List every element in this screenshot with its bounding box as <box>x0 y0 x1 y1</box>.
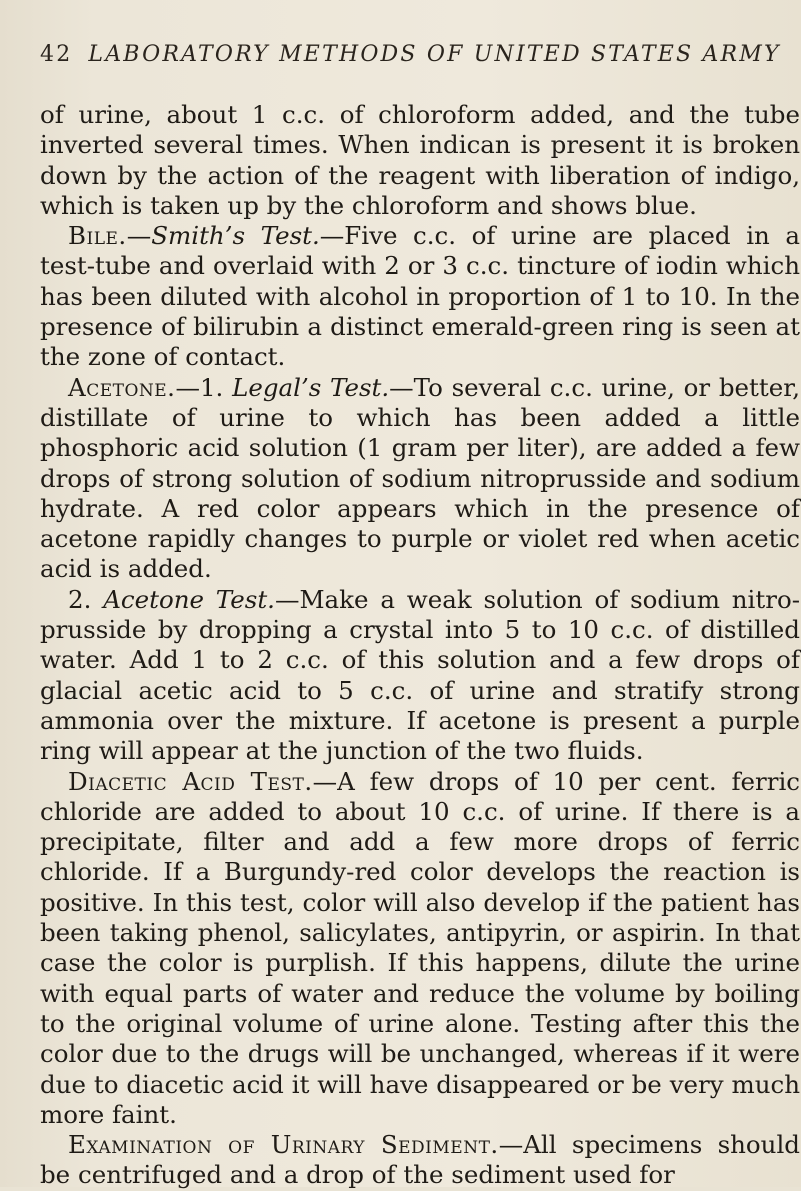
paragraph-diacetic-acid-test <box>40 767 800 1131</box>
separator: — <box>319 221 345 251</box>
test-title-legals: Legal’s Test. <box>232 372 390 402</box>
paragraph-text: A few drops of 10 per cent. ferric chloride are added to about 10 c.c. of urine. If there is a precipitate, filter and add a few more drops of ferric chloride. If a Burgundy-red color develops the reaction is positive. In this test, color will also develop if the patient has been taking phenol, salicylates, antipyrin, or aspirin. In that case the color is purplish. If this happens, dilute the urine with equal parts of water and reduce the volume by boiling to the original volume of urine alone. Testing after this the color due to the drugs will be unchanged, whereas if it were due to diacetic acid it will have disappeared or be very much more faint. <box>40 766 800 1129</box>
section-heading-bile: Bile. <box>68 221 127 251</box>
test-title-smiths: Smith’s Test. <box>151 221 320 251</box>
section-heading-sediment: Examination of Urinary Sediment. <box>68 1130 499 1160</box>
section-heading-acetone: Acetone. <box>68 372 176 402</box>
paragraph-text: Make a weak solution of sodium nitro-prusside by dropping a crystal into 5 to 10 c.c. of distilled water. Add 1 to 2 c.c. of this solution and a few drops of glacial acetic acid to 5 c.c. of urine and stratify strong ammonia over the mixture. If acetone is present a purple ring will appear at the junction of the two fluids. <box>40 584 800 766</box>
page-number: 42 <box>40 42 73 67</box>
paragraph-text: To several c.c. urine, or better, distillate of urine to which has been added a little phosphoric acid solution (1 gram per liter), are added a few drops of strong solution of sodium nitroprusside and sodium hydrate. A red color appears which in the presence of acetone rapidly changes to purple or violet red when acetic acid is added. <box>40 372 801 584</box>
separator: — <box>498 1130 524 1160</box>
section-heading-diacetic: Diacetic Acid Test. <box>68 766 313 796</box>
separator: — <box>126 221 152 251</box>
body-text <box>40 100 800 1191</box>
separator: —1. <box>175 372 233 402</box>
paragraph-acetone-legals-test <box>40 373 800 585</box>
item-number: 2. <box>68 584 104 614</box>
separator: — <box>389 372 414 402</box>
paragraph-acetone-test-2 <box>40 585 800 767</box>
test-title-acetone: Acetone Test. <box>103 584 275 614</box>
paragraph-bile-smiths-test <box>40 221 800 372</box>
paragraph-urinary-sediment <box>40 1130 800 1191</box>
separator: — <box>312 766 338 796</box>
paragraph-indican-continued <box>40 100 800 221</box>
paragraph-text: of urine, about 1 c.c. of chloroform added, and the tube inverted several times. When indican is present it is broken down by the action of the reagent with liberation of indigo, which is taken up by the chloroform and shows blue. <box>40 100 800 220</box>
running-header <box>40 42 780 67</box>
paragraph-text: All specimens should be centrifuged and a drop of the sediment used for <box>40 1130 800 1190</box>
running-title: LABORATORY METHODS OF UNITED STATES ARMY <box>88 42 781 67</box>
separator: — <box>274 584 300 614</box>
paragraph-text: Five c.c. of urine are placed in a test-tube and overlaid with 2 or 3 c.c. tincture of iodin which has been diluted with alcohol in proportion of 1 to 10. In the presence of bilirubin a distinct emerald-green ring is seen at the zone of contact. <box>40 221 800 372</box>
